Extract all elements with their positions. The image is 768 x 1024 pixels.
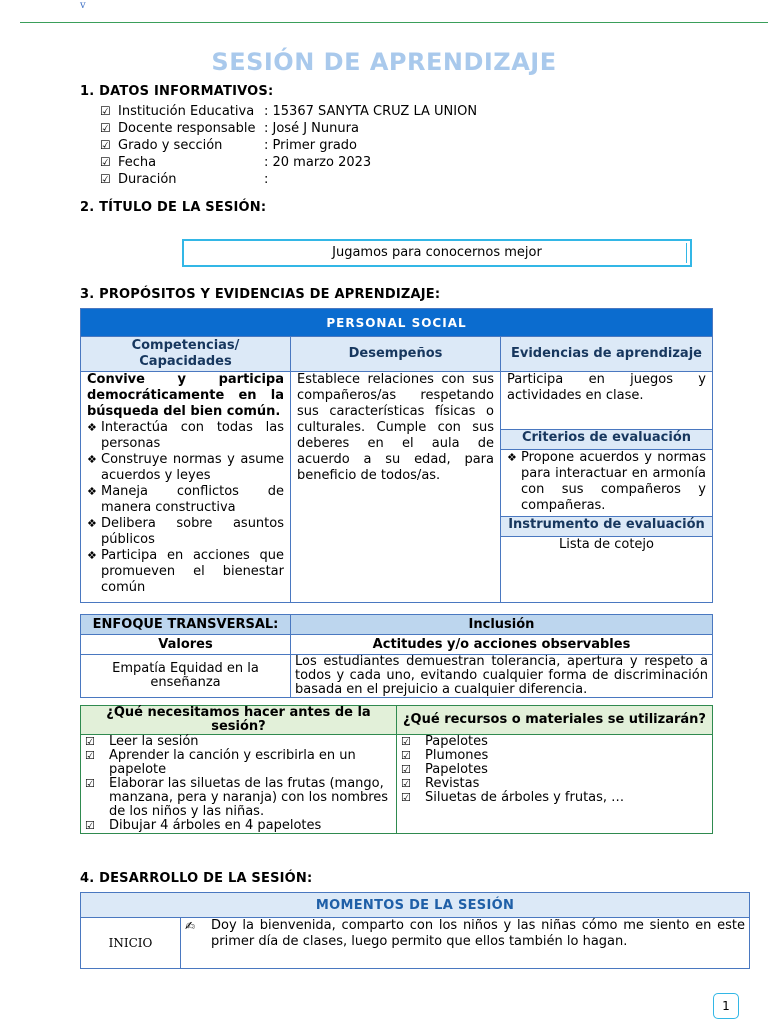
capacidad-item: ❖ Delibera sobre asuntos públicos xyxy=(87,516,284,547)
datos-label: Grado y sección xyxy=(118,138,223,153)
session-title-box: Jugamos para conocernos mejor xyxy=(182,239,692,267)
section-3-heading: 3. PROPÓSITOS Y EVIDENCIAS DE APRENDIZAJE: xyxy=(80,287,441,302)
datos-value: : xyxy=(264,172,269,187)
antes-item: ☑ Aprender la canción y escribirla en un papelote xyxy=(85,748,356,777)
desarrollo-table xyxy=(80,892,750,969)
preparacion-table xyxy=(80,705,713,834)
valores-cell: Empatía Equidad en la enseñanza xyxy=(81,655,291,698)
checkbox-icon: ☑ xyxy=(100,138,111,152)
checkbox-icon: ☑ xyxy=(401,735,411,748)
col-desempenos: Desempeños xyxy=(291,337,501,372)
desempeno-cell: Establece relaciones con sus compañeros/as respetando sus características físicas o culturales. Cumple con sus deberes en el aula de acuerdo a su edad, para beneficio de todos/as. xyxy=(291,372,501,603)
antes-item: ☑ Elaborar las siluetas de las frutas (mango, manzana, pera y naranja) con los nombres de los niños y las niñas. xyxy=(85,776,389,819)
recurso-item: ☑ Siluetas de árboles y frutas, … xyxy=(401,790,625,805)
diamond-bullet-icon: ❖ xyxy=(507,451,517,464)
section-4-heading: 4. DESARROLLO DE LA SESIÓN: xyxy=(80,871,313,886)
checkbox-icon: ☑ xyxy=(401,763,411,776)
diamond-bullet-icon: ❖ xyxy=(87,549,97,562)
col-actitudes: Actitudes y/o acciones observables xyxy=(291,635,713,655)
checkbox-icon: ☑ xyxy=(100,121,111,135)
datos-value: : 20 marzo 2023 xyxy=(264,155,372,170)
datos-label: Docente responsable xyxy=(118,121,256,136)
document-title: SESIÓN DE APRENDIZAJE xyxy=(211,48,557,76)
datos-label: Fecha xyxy=(118,155,157,170)
datos-label: Institución Educativa xyxy=(118,104,255,119)
evidencia-cell: Participa en juegos y actividades en clase. xyxy=(501,372,713,430)
datos-row xyxy=(100,137,477,154)
writing-hand-icon: ✍ xyxy=(185,919,196,933)
checkbox-icon: ☑ xyxy=(401,777,411,790)
capacidad-item: ❖ Maneja conflictos de manera constructiva xyxy=(87,484,284,515)
instrumento-cell: Lista de cotejo xyxy=(501,537,713,603)
col-recursos: ¿Qué recursos o materiales se utilizarán? xyxy=(397,706,713,735)
checkbox-icon: ☑ xyxy=(401,749,411,762)
section-1-heading: 1. DATOS INFORMATIVOS: xyxy=(80,84,274,99)
col-competencias: Competencias/ Capacidades xyxy=(81,337,291,372)
datos-row xyxy=(100,120,477,137)
datos-row xyxy=(100,154,477,171)
col-evidencias: Evidencias de aprendizaje xyxy=(501,337,713,372)
datos-value: : José J Nunura xyxy=(264,121,359,136)
recurso-item: ☑ Plumones xyxy=(401,748,489,763)
competencia-text: Convive y participa democráticamente en la búsqueda del bien común. xyxy=(87,372,284,419)
recurso-item: ☑ Papelotes xyxy=(401,762,488,777)
antes-item: ☑ Dibujar 4 árboles en 4 papelotes xyxy=(85,818,322,833)
competencias-cell xyxy=(81,372,291,603)
datos-row xyxy=(100,103,477,120)
recurso-item: ☑ Papelotes xyxy=(401,734,488,749)
capacidad-item: ❖ Interactúa con todas las personas xyxy=(87,420,284,451)
header-rule xyxy=(20,22,768,23)
enfoque-table xyxy=(80,614,713,698)
capacidad-item: ❖ Participa en acciones que promueven el bienestar común xyxy=(87,548,284,595)
inicio-label: INICIO xyxy=(81,918,181,969)
inicio-text: Doy la bienvenida, comparto con los niños y las niñas cómo me siento en este primer día de clases, luego permito que ellos también lo hagan. xyxy=(211,918,746,949)
datos-label: Duración xyxy=(118,172,177,187)
enfoque-value: Inclusión xyxy=(291,615,713,635)
actitudes-cell: Los estudiantes demuestran tolerancia, apertura y respeto a todos y cada uno, evitando cualquier forma de discriminación basada en el prejuicio a cualquier diferencia. xyxy=(291,655,713,698)
diamond-bullet-icon: ❖ xyxy=(87,485,97,498)
checkbox-icon: ☑ xyxy=(85,819,95,832)
instrumento-label: Instrumento de evaluación xyxy=(501,517,713,537)
checkbox-icon: ☑ xyxy=(85,749,95,762)
momentos-header: MOMENTOS DE LA SESIÓN xyxy=(81,893,750,918)
propositos-table xyxy=(80,308,713,603)
datos-value: : Primer grado xyxy=(264,138,357,153)
diamond-bullet-icon: ❖ xyxy=(87,453,97,466)
recursos-cell xyxy=(397,735,713,834)
header-mark: v xyxy=(80,0,86,11)
checkbox-icon: ☑ xyxy=(401,791,411,804)
col-antes: ¿Qué necesitamos hacer antes de la sesión? xyxy=(81,706,397,735)
antes-cell xyxy=(81,735,397,834)
section-2-heading: 2. TÍTULO DE LA SESIÓN: xyxy=(80,200,267,215)
area-header: PERSONAL SOCIAL xyxy=(81,309,713,337)
page-number: 1 xyxy=(713,993,739,1019)
criterio-cell: ❖ Propone acuerdos y normas para interactuar en armonía con sus compañeros y compañeras. xyxy=(501,450,713,517)
diamond-bullet-icon: ❖ xyxy=(87,421,97,434)
criterios-label: Criterios de evaluación xyxy=(501,430,713,450)
capacidad-item: ❖ Construye normas y asume acuerdos y leyes xyxy=(87,452,284,483)
diamond-bullet-icon: ❖ xyxy=(87,517,97,530)
datos-list xyxy=(100,103,477,188)
antes-item: ☑ Leer la sesión xyxy=(85,734,199,749)
checkbox-icon: ☑ xyxy=(85,777,95,790)
inicio-content xyxy=(181,918,750,969)
recurso-item: ☑ Revistas xyxy=(401,776,480,791)
checkbox-icon: ☑ xyxy=(100,155,111,169)
datos-row xyxy=(100,171,477,188)
col-valores: Valores xyxy=(81,635,291,655)
checkbox-icon: ☑ xyxy=(85,735,95,748)
checkbox-icon: ☑ xyxy=(100,104,111,118)
checkbox-icon: ☑ xyxy=(100,172,111,186)
datos-value: : 15367 SANYTA CRUZ LA UNION xyxy=(264,104,478,119)
enfoque-label: ENFOQUE TRANSVERSAL: xyxy=(81,615,291,635)
